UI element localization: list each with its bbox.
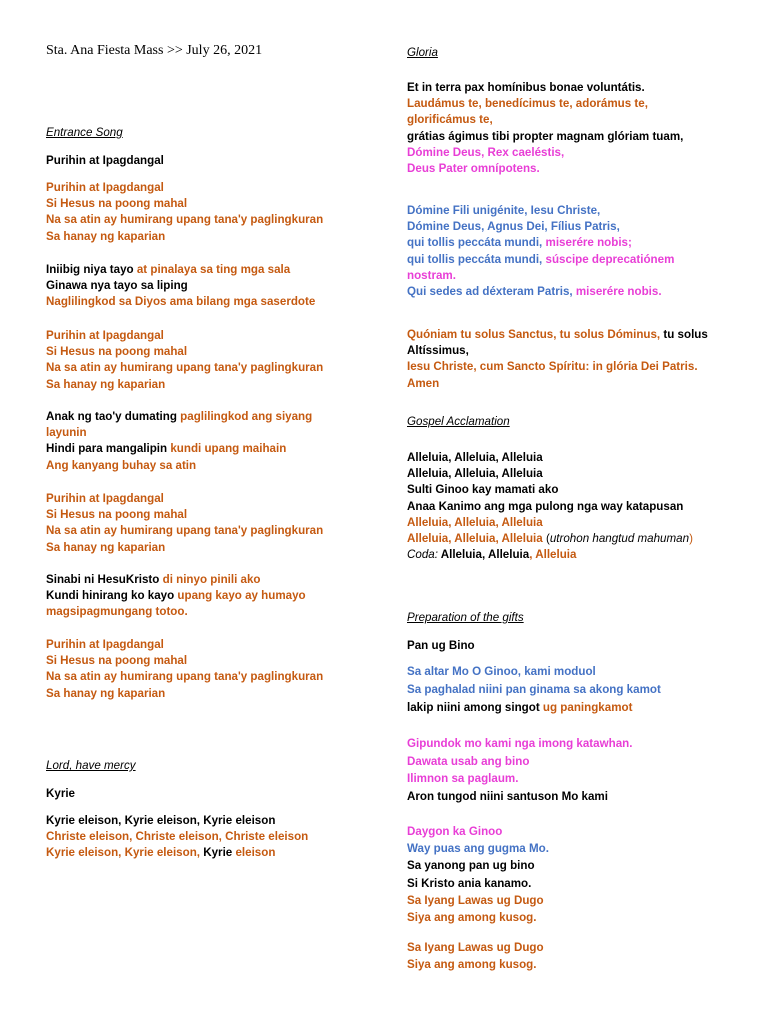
lyric-segment: qui tollis peccáta mundi, bbox=[407, 236, 546, 250]
lyric-line: Dómine Deus, Agnus Dei, Fílius Patris, bbox=[407, 220, 620, 234]
entrance-chorus-3 bbox=[46, 491, 386, 556]
lyric-line: grátias ágimus tibi propter magnam glóriam tuam, bbox=[407, 129, 684, 143]
lyric-segment: eleison bbox=[235, 846, 276, 860]
gifts-stanza-3 bbox=[407, 824, 757, 926]
lyric-segment: upang kayo ay humayo bbox=[177, 589, 306, 603]
lyric-line: Ang kanyang buhay sa atin bbox=[46, 458, 197, 472]
lyric-line: Sa Iyang Lawas ug Dugo bbox=[407, 941, 544, 954]
lyric-line: Si Hesus na poong mahal bbox=[46, 197, 188, 211]
entrance-chorus-4 bbox=[46, 637, 386, 702]
lyric-line: Purihin at Ipagdangal bbox=[46, 329, 164, 342]
lyric-segment: miserére nobis. bbox=[575, 285, 662, 299]
lyric-segment: Kundi hinirang ko kayo bbox=[46, 589, 178, 603]
lyric-segment: kundi upang maihain bbox=[170, 442, 287, 456]
lyric-line: Christe eleison, Christe eleison, Christe eleison bbox=[46, 830, 309, 844]
gospel-acclamation-heading: Gospel Acclamation bbox=[407, 415, 510, 428]
gifts-stanza-1 bbox=[407, 664, 757, 717]
lyric-line: Sa yanong pan ug bino bbox=[407, 859, 535, 873]
lyric-line: Alleluia, Alleluia, Alleluia bbox=[407, 451, 543, 464]
lyric-segment: paglilingkod ang siyang bbox=[180, 410, 313, 423]
lyric-line: Si Hesus na poong mahal bbox=[46, 654, 188, 668]
lyric-line: Si Hesus na poong mahal bbox=[46, 345, 188, 359]
lyric-line: Sa Iyang Lawas ug Dugo bbox=[407, 893, 544, 907]
entrance-verse-3 bbox=[46, 572, 386, 621]
lyric-line bbox=[46, 588, 386, 604]
lyric-line: Siya ang among kusog. bbox=[407, 958, 537, 972]
entrance-chorus-2 bbox=[46, 328, 386, 393]
lyric-line: Way puas ang gugma Mo. bbox=[407, 842, 549, 856]
lyric-segment: Anak ng tao'y dumating bbox=[46, 410, 181, 423]
lyric-line: Deus Pater omnípotens. bbox=[407, 162, 540, 176]
lyric-segment: di ninyo pinili ako bbox=[162, 573, 261, 586]
lyric-segment: Hindi para mangalipin bbox=[46, 442, 171, 456]
lyric-line bbox=[46, 262, 386, 278]
lyric-line: Purihin at Ipagdangal bbox=[46, 181, 164, 194]
kyrie-heading: Lord, have mercy bbox=[46, 759, 136, 772]
entrance-verse-1 bbox=[46, 262, 386, 311]
preparation-of-gifts-heading: Preparation of the gifts bbox=[407, 611, 524, 624]
lyric-line: Aron tungod niini santuson Mo kami bbox=[407, 790, 608, 804]
lyric-line bbox=[407, 235, 757, 251]
lyric-line: Na sa atin ay humirang upang tana'y paglingkuran bbox=[46, 361, 324, 375]
lyric-line: Naglilingkod sa Diyos ama bilang mga saserdote bbox=[46, 295, 316, 309]
lyric-segment: qui tollis peccáta mundi, bbox=[407, 252, 546, 266]
kyrie-title: Kyrie bbox=[46, 787, 76, 800]
lyric-segment: tu solus bbox=[663, 328, 708, 341]
lyric-segment: at pinalaya sa ting mga sala bbox=[136, 263, 291, 276]
lyric-line: Anaa Kanimo ang mga pulong nga way katapusan bbox=[407, 499, 684, 513]
lyric-segment: Quóniam tu solus Sanctus, tu solus Dóminus, bbox=[407, 328, 664, 341]
gifts-stanza-4 bbox=[407, 940, 757, 973]
gloria-paragraph-3 bbox=[407, 327, 757, 392]
entrance-verse-2 bbox=[46, 409, 386, 474]
lyric-line: nostram. bbox=[407, 268, 456, 282]
gloria-heading: Gloria bbox=[407, 46, 438, 59]
lyric-line: Ginawa nya tayo sa liping bbox=[46, 279, 188, 293]
lyric-line: Sa hanay ng kaparian bbox=[46, 540, 166, 554]
lyric-line bbox=[407, 531, 757, 547]
lyric-line: Sa altar Mo O Ginoo, kami moduol bbox=[407, 665, 596, 678]
lyric-line: Sa paghalad niini pan ginama sa akong kamot bbox=[407, 683, 661, 697]
lyric-segment: súscipe deprecatiónem bbox=[545, 252, 675, 266]
lyric-line: Na sa atin ay humirang upang tana'y paglingkuran bbox=[46, 670, 324, 684]
lyric-line: Alleluia, Alleluia, Alleluia bbox=[407, 515, 543, 529]
lyric-segment: Kyrie bbox=[203, 846, 236, 860]
gospel-acclamation-lines bbox=[407, 450, 757, 563]
lyric-line: layunin bbox=[46, 426, 87, 440]
lyric-line bbox=[407, 547, 757, 563]
lyric-line: Gipundok mo kami nga imong katawhan. bbox=[407, 737, 633, 750]
lyric-line: Kyrie eleison, Kyrie eleison, Kyrie eleison bbox=[46, 814, 276, 827]
lyric-line: Ilimnon sa paglaum. bbox=[407, 772, 519, 786]
gifts-song-title: Pan ug Bino bbox=[407, 639, 475, 652]
lyric-line: Alleluia, Alleluia, Alleluia bbox=[407, 467, 543, 481]
gloria-paragraph-1 bbox=[407, 80, 757, 177]
lyric-line bbox=[46, 409, 386, 425]
lyric-line: Sa hanay ng kaparian bbox=[46, 686, 166, 700]
gifts-stanza-2 bbox=[407, 736, 757, 805]
gloria-paragraph-2 bbox=[407, 203, 757, 300]
lyric-line: Sa hanay ng kaparian bbox=[46, 377, 166, 391]
lyric-line bbox=[407, 700, 757, 716]
lyric-line: Si Hesus na poong mahal bbox=[46, 508, 188, 522]
lyric-segment: Iniibig niya tayo bbox=[46, 263, 137, 276]
lyric-line: Et in terra pax homínibus bonae voluntátis. bbox=[407, 81, 645, 94]
coda-label: Coda: bbox=[407, 548, 438, 562]
lyric-segment: ) bbox=[689, 532, 693, 546]
lyric-line: Sulti Ginoo kay mamati ako bbox=[407, 483, 559, 497]
lyric-line bbox=[46, 441, 386, 457]
lyric-line: Siya ang among kusog. bbox=[407, 911, 537, 925]
entrance-song-heading: Entrance Song bbox=[46, 126, 123, 139]
lyric-line: Purihin at Ipagdangal bbox=[46, 492, 164, 505]
lyric-line: Altíssimus, bbox=[407, 344, 469, 358]
lyric-line: Dómine Fili unigénite, Iesu Christe, bbox=[407, 204, 601, 217]
lyric-segment: Kyrie eleison, Kyrie eleison, bbox=[46, 846, 204, 860]
document-title: Sta. Ana Fiesta Mass >> July 26, 2021 bbox=[46, 43, 263, 58]
lyric-segment: lakip niini among singot bbox=[407, 701, 543, 715]
lyric-line: Purihin at Ipagdangal bbox=[46, 638, 164, 651]
lyric-segment: Qui sedes ad déxteram Patris, bbox=[407, 285, 576, 299]
entrance-chorus-1 bbox=[46, 180, 386, 245]
lyric-line: glorificámus te, bbox=[407, 113, 493, 127]
lyric-line bbox=[46, 845, 386, 861]
lyric-line: Iesu Christe, cum Sancto Spíritu: in glória Dei Patris. bbox=[407, 360, 698, 374]
lyric-line: Amen bbox=[407, 376, 440, 390]
lyric-segment: , Alleluia bbox=[529, 548, 577, 562]
lyric-line bbox=[407, 252, 757, 268]
lyric-line: Daygon ka Ginoo bbox=[407, 825, 503, 838]
kyrie-lines bbox=[46, 813, 386, 862]
lyric-segment: ( bbox=[545, 532, 550, 546]
lyric-segment: ug paningkamot bbox=[542, 701, 633, 715]
entrance-song-title: Purihin at Ipagdangal bbox=[46, 154, 164, 167]
lyric-line bbox=[46, 572, 386, 588]
lyric-line: Sa hanay ng kaparian bbox=[46, 229, 166, 243]
lyric-segment: Alleluia, Alleluia bbox=[437, 548, 530, 562]
lyric-segment: Alleluia, Alleluia, Alleluia bbox=[407, 532, 546, 546]
lyric-line: Na sa atin ay humirang upang tana'y paglingkuran bbox=[46, 524, 324, 538]
lyric-line: Dómine Deus, Rex caeléstis, bbox=[407, 145, 565, 159]
lyric-segment: miserére nobis; bbox=[545, 236, 632, 250]
lyric-line: Si Kristo ania kanamo. bbox=[407, 876, 532, 890]
lyric-segment: utrohon hangtud mahuman bbox=[549, 532, 690, 546]
lyric-line: Laudámus te, benedícimus te, adorámus te, bbox=[407, 97, 648, 111]
lyric-line: magsipagmungang totoo. bbox=[46, 605, 188, 619]
lyric-line bbox=[407, 327, 757, 343]
lyric-line: Dawata usab ang bino bbox=[407, 754, 530, 768]
lyric-segment: Sinabi ni HesuKristo bbox=[46, 573, 163, 586]
lyric-line: Na sa atin ay humirang upang tana'y paglingkuran bbox=[46, 213, 324, 227]
lyric-line bbox=[407, 284, 757, 300]
